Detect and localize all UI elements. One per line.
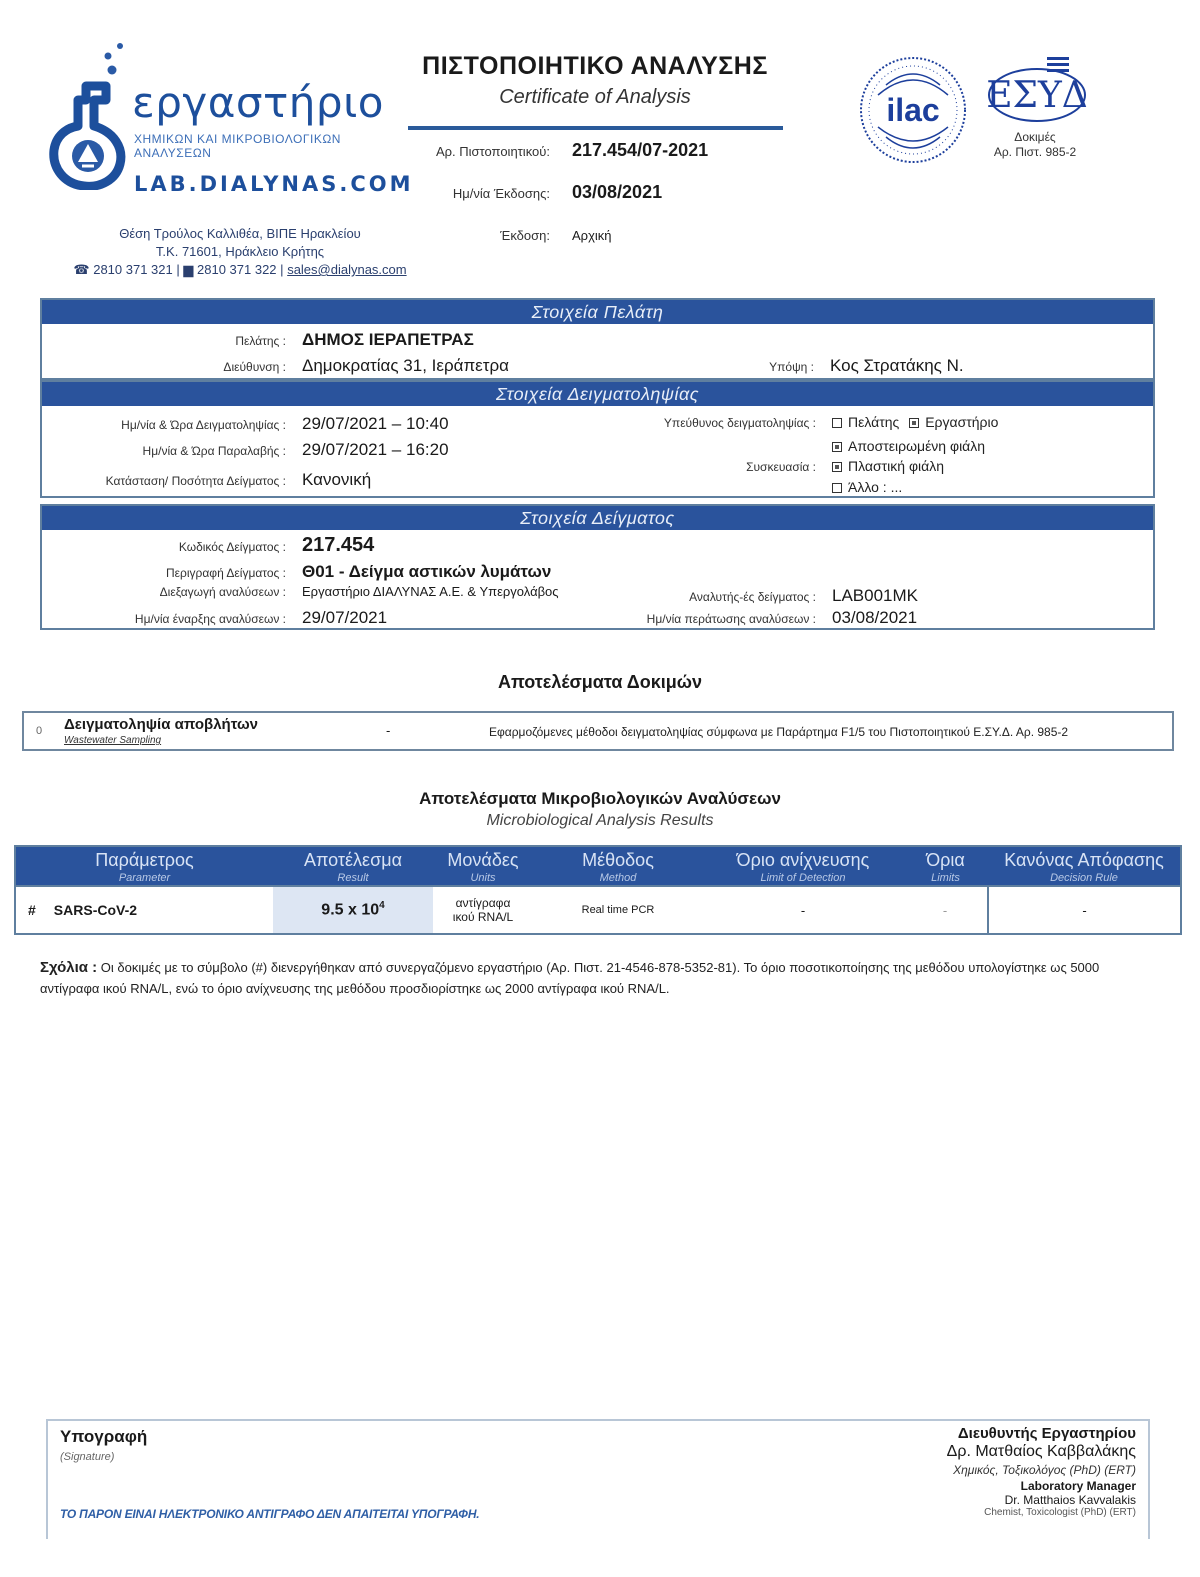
- ilac-logo-icon: [858, 55, 968, 165]
- packaging-option-sterile: [832, 438, 985, 454]
- analysis-start-field: [42, 608, 387, 628]
- analysis-start-label: Ημ/νία έναρξης αναλύσεων :: [134, 612, 286, 626]
- test-name-en: Wastewater Sampling: [64, 735, 162, 746]
- cell-units: [433, 886, 533, 934]
- client-address-label: Διεύθυνση :: [223, 360, 286, 374]
- lab-email-link[interactable]: sales@dialynas.com: [287, 262, 407, 277]
- sampling-responsible-options: [832, 414, 998, 430]
- manager-title: Laboratory Manager: [1020, 1479, 1136, 1493]
- receipt-datetime: 29/07/2021 – 16:20: [302, 440, 449, 459]
- director-name: Δρ. Ματθαίος Καββαλάκης: [946, 1443, 1136, 1460]
- director-title: Διευθυντής Εργαστηρίου: [957, 1425, 1136, 1442]
- certificate-title: ΠΙΣΤΟΠΟΙΗΤΙΚΟ ΑΝΑΛΥΣΗΣ: [422, 52, 768, 80]
- subcontracted-mark: #: [28, 902, 36, 918]
- client-contact: Κος Στρατάκης Ν.: [830, 356, 964, 375]
- units-line-1: αντίγραφα: [455, 896, 511, 910]
- sample-condition-label: Κατάσταση/ Ποσότητα Δείγματος :: [105, 474, 286, 488]
- checkbox-other[interactable]: [832, 483, 842, 493]
- comments-label: Σχόλια :: [40, 959, 98, 976]
- checkbox-client[interactable]: [832, 418, 842, 428]
- parameter-name: SARS-CoV-2: [53, 902, 138, 918]
- column-header-parameter: Παράμετρος Parameter: [15, 846, 273, 886]
- analyst-field: [582, 586, 918, 606]
- esyd-caption-line-1: Δοκιμές: [1014, 130, 1056, 144]
- lab-website-link[interactable]: LAB.DIALYNAS.COM: [134, 172, 414, 196]
- client-name-field: [42, 330, 474, 350]
- title-divider: [408, 126, 783, 130]
- lab-phone: 2810 371 321: [93, 262, 173, 277]
- client-section-header: Στοιχεία Πελάτη: [42, 300, 1153, 324]
- sampling-section: [40, 380, 1155, 498]
- packaging-label: Συσκευασία :: [746, 460, 816, 474]
- column-header-units: Μονάδες Units: [433, 846, 533, 886]
- edition: Αρχική: [572, 228, 612, 243]
- sampling-datetime-field: [42, 414, 449, 434]
- signature-label-en: (Signature): [60, 1451, 115, 1463]
- comments-text: Οι δοκιμές με το σύμβολο (#) διενεργήθηκαν από συνεργαζόμενο εργαστήριο (Αρ. Πιστ. 21-4546-878-5352-81). Το όριο ποσοτικοποίησης της μεθόδου υπολογίστηκε ως 5000 αντίγραφα ικού RNA/L, ενώ το όριο ανίχνευσης της μεθόδου προσδιορίστηκε ως 2000 αντίγραφα ικού RNA/L.: [40, 960, 1100, 996]
- sample-code-label: Κωδικός Δείγματος :: [178, 540, 286, 554]
- cell-parameter: [15, 886, 273, 934]
- micro-table-header-row: [15, 846, 1181, 886]
- cell-method: Real time PCR: [533, 886, 703, 934]
- micro-results-table: [14, 845, 1182, 935]
- separator: |: [280, 262, 284, 277]
- lab-logo-title: εργαστήριο: [132, 78, 384, 127]
- analysis-end-field: [582, 608, 917, 628]
- checkbox-plastic-bottle-label: Πλαστική φιάλη: [848, 458, 945, 474]
- sample-description-field: [42, 562, 551, 582]
- manager-role: Chemist, Toxicologist (PhD) (ERT): [984, 1507, 1136, 1518]
- client-contact-field: [642, 356, 964, 376]
- table-row: [15, 886, 1181, 934]
- packaging-option-plastic: [832, 458, 944, 474]
- analysis-start: 29/07/2021: [302, 608, 388, 627]
- esyd-logo-icon: [985, 55, 1090, 125]
- column-header-limits: Όρια Limits: [903, 846, 988, 886]
- test-row: [22, 711, 1174, 751]
- certificate-number-row: [400, 140, 800, 161]
- lab-address-line-2: Τ.Κ. 71601, Ηράκλειο Κρήτης: [155, 244, 325, 259]
- sampling-section-header: Στοιχεία Δειγματοληψίας: [42, 382, 1153, 406]
- test-index: 0: [36, 725, 43, 737]
- issue-date-row: [400, 182, 800, 203]
- sample-condition: Κανονική: [302, 470, 372, 489]
- test-result: -: [386, 723, 391, 738]
- test-method: Εφαρμοζόμενες μέθοδοι δειγματοληψίας σύμφωνα με Παράρτημα F1/5 του Πιστοποιητικού Ε.ΣΥ.Δ. Αρ. 985-2: [489, 725, 1069, 739]
- checkbox-plastic-bottle[interactable]: [832, 462, 842, 472]
- sampling-datetime: 29/07/2021 – 10:40: [302, 414, 449, 433]
- certificate-number: 217.454/07-2021: [572, 140, 709, 160]
- analysis-performed-label: Διεξαγωγή αναλύσεων :: [159, 585, 286, 599]
- units-line-2: ικού RNA/L: [452, 910, 514, 924]
- checkbox-laboratory-label: Εργαστήριο: [925, 414, 999, 430]
- column-header-result: Αποτέλεσμα Result: [273, 846, 433, 886]
- packaging-option-other: [832, 479, 902, 495]
- separator: |: [176, 262, 180, 277]
- analysis-performed-field: [42, 584, 559, 599]
- checkbox-sterile-bottle[interactable]: [832, 442, 842, 452]
- column-header-lod: Όριο ανίχνευσης Limit of Detection: [703, 846, 903, 886]
- issue-date: 03/08/2021: [572, 182, 663, 202]
- lab-flask-logo-icon: [48, 40, 128, 190]
- sample-condition-field: [42, 470, 371, 490]
- esyd-caption: [970, 130, 1100, 160]
- column-header-decision-rule: Κανόνας Απόφασης Decision Rule: [988, 846, 1181, 886]
- director-block: [947, 1425, 1136, 1519]
- column-header-method: Μέθοδος Method: [533, 846, 703, 886]
- certificate-number-label: Αρ. Πιστοποιητικού:: [435, 144, 550, 159]
- sample-code-field: [42, 534, 374, 557]
- sampling-datetime-label: Ημ/νία & Ώρα Δειγματοληψίας :: [121, 418, 286, 432]
- lab-logo-subtitle-line-2: ΑΝΑΛΥΣΕΩΝ: [134, 146, 212, 160]
- lab-logo-subtitle: [134, 132, 341, 160]
- ilac-text: ilac: [886, 92, 940, 128]
- lab-fax: 2810 371 322: [197, 262, 277, 277]
- test-name: Δειγματοληψία αποβλήτων: [64, 716, 259, 733]
- sampling-responsible-label: Υπεύθυνος δειγματοληψίας :: [663, 416, 816, 430]
- lab-logo-subtitle-line-1: ΧΗΜΙΚΩΝ ΚΑΙ ΜΙΚΡΟΒΙΟΛΟΓΙΚΩΝ: [134, 132, 341, 146]
- sample-description-label: Περιγραφή Δείγματος :: [166, 566, 286, 580]
- receipt-datetime-label: Ημ/νία & Ώρα Παραλαβής :: [142, 444, 286, 458]
- sample-description: Θ01 - Δείγμα αστικών λυμάτων: [302, 562, 552, 581]
- lab-contact-line: [50, 261, 430, 279]
- client-address: Δημοκρατίας 31, Ιεράπετρα: [302, 356, 509, 375]
- client-name: ΔΗΜΟΣ ΙΕΡΑΠΕΤΡΑΣ: [302, 330, 474, 349]
- lab-address: [50, 225, 430, 279]
- fax-icon: ▆: [183, 262, 194, 277]
- tests-title: Αποτελέσματα Δοκιμών: [497, 672, 702, 692]
- comments: [40, 957, 1140, 999]
- client-contact-label: Υπόψη :: [769, 360, 814, 374]
- checkbox-sterile-bottle-label: Αποστειρωμένη φιάλη: [848, 438, 986, 454]
- checkbox-other-label: Άλλο : ...: [848, 479, 903, 495]
- electronic-copy-note: ΤΟ ΠΑΡΟΝ ΕΙΝΑΙ ΗΛΕΚΤΡΟΝΙΚΟ ΑΝΤΙΓΡΑΦΟ ΔΕΝ ΑΠΑΙΤΕΙΤΑΙ ΥΠΟΓΡΑΦΗ.: [60, 1507, 480, 1521]
- checkbox-client-label: Πελάτης: [848, 414, 900, 430]
- director-role: Χημικός, Τοξικολόγος (PhD) (ERT): [953, 1463, 1136, 1477]
- signature-footer: [46, 1419, 1150, 1539]
- client-section: [40, 298, 1155, 380]
- micro-title: Αποτελέσματα Μικροβιολογικών Αναλύσεων: [419, 789, 781, 808]
- analysis-end: 03/08/2021: [832, 608, 918, 627]
- result-base: 9.5 x 10: [321, 901, 380, 919]
- analysis-end-label: Ημ/νία περάτωσης αναλύσεων :: [646, 612, 816, 626]
- analyst: LAB001MK: [832, 586, 918, 605]
- certificate-subtitle: Certificate of Analysis: [499, 86, 691, 108]
- cell-limits: -: [903, 886, 988, 934]
- sampling-responsible-field: [582, 414, 998, 430]
- sample-section-header: Στοιχεία Δείγματος: [42, 506, 1153, 530]
- analyst-label: Αναλυτής-ές δείγματος :: [689, 590, 816, 604]
- sample-code: 217.454: [302, 534, 375, 556]
- sample-section: [40, 504, 1155, 630]
- manager-name: Dr. Matthaios Kavvalakis: [1004, 1493, 1136, 1507]
- result-exponent: 4: [379, 900, 385, 912]
- client-address-field: [42, 356, 509, 376]
- esyd-text: ΕΣΥΔ: [986, 75, 1088, 116]
- checkbox-laboratory[interactable]: [909, 418, 919, 428]
- issue-date-label: Ημ/νία Έκδοσης:: [452, 186, 550, 201]
- signature-label: Υπογραφή: [60, 1427, 148, 1446]
- analysis-performed: Εργαστήριο ΔΙΑΛΥΝΑΣ Α.Ε. & Υπεργολάβος: [302, 584, 559, 599]
- esyd-caption-line-2: Αρ. Πιστ. 985-2: [993, 145, 1077, 159]
- receipt-datetime-field: [42, 440, 449, 460]
- edition-row: [400, 228, 800, 243]
- cell-decision-rule: -: [988, 886, 1181, 934]
- phone-icon: ☎: [73, 262, 90, 277]
- cell-result: [273, 886, 433, 934]
- micro-subtitle: Microbiological Analysis Results: [486, 812, 714, 829]
- lab-address-line-1: Θέση Τρούλος Καλλιθέα, ΒΙΠΕ Ηρακλείου: [119, 226, 361, 241]
- packaging-field: [582, 458, 944, 474]
- cell-lod: -: [703, 886, 903, 934]
- edition-label: Έκδοση:: [500, 228, 550, 243]
- client-name-label: Πελάτης :: [235, 334, 286, 348]
